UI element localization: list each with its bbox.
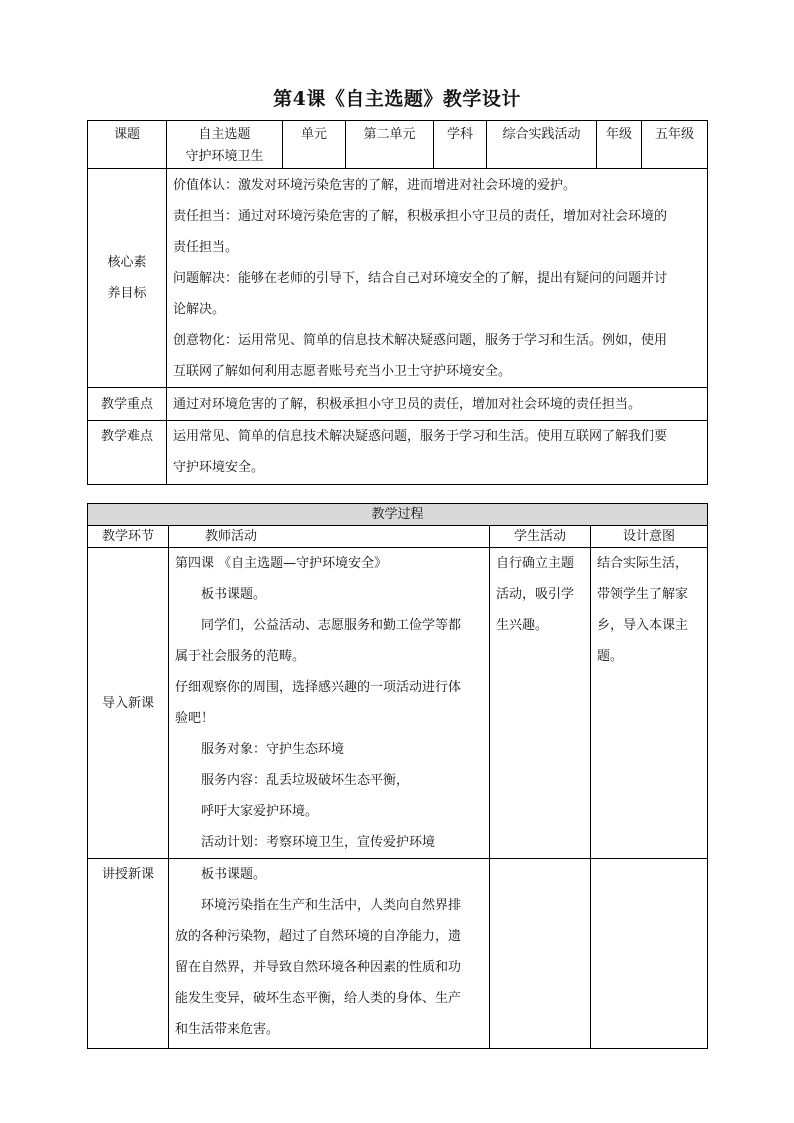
course-value-line2: 守护环境卫生 [185,149,264,164]
intent-line: 带领学生了解家 [597,587,689,602]
core-goal-line: 问题解决：能够在老师的引导下，结合自己对环境安全的了解，提出有疑问的问题并讨 [173,271,668,286]
teacher-line: 留在自然界，并导致自然环境各种因素的性质和功 [175,960,462,975]
col-teacher-header: 教师活动 [169,526,490,548]
teacher-line: 环境污染指在生产和生活中，人类向自然界排 [201,898,462,913]
student-activity [490,859,591,1049]
core-goals-label-line2: 养目标 [107,286,147,301]
process-header: 教学过程 [88,504,708,526]
key-point-label: 教学重点 [88,388,167,421]
core-goals-content [167,169,708,388]
core-goal-line: 论解决。 [173,302,226,317]
teacher-line: 属于社会服务的范畴。 [175,649,306,664]
student-line: 生兴趣。 [496,618,549,633]
student-activity [490,548,591,859]
core-goals-label [88,169,167,388]
core-goal-line: 互联网了解如何利用志愿者账号充当小卫士守护环境安全。 [173,364,512,379]
teacher-line: 服务内容：乱丢垃圾破坏生态平衡， [201,773,410,788]
lesson-info-table [87,120,708,485]
core-goal-line: 责任担当：通过对环境污染危害的了解，积极承担小守卫员的责任，增加对社会环境的 [173,209,668,224]
col-intent-header: 设计意图 [591,526,708,548]
core-goal-line: 创意物化：运用常见、简单的信息技术解决疑惑问题，服务于学习和生活。例如，使用 [173,333,668,348]
intent-line: 题。 [597,649,624,664]
difficulty-line: 运用常见、简单的信息技术解决疑惑问题，服务于学习和生活。使用互联网了解我们要 [173,429,668,444]
document-title: 第4课《自主选题》教学设计 [273,88,521,110]
teacher-line: 服务对象：守护生态环境 [201,742,345,757]
teacher-line: 和生活带来危害。 [175,1022,280,1037]
teacher-line: 验吧！ [175,711,215,726]
unit-label: 单元 [283,121,346,169]
student-line: 自行确立主题 [496,556,575,571]
stage-intro: 导入新课 [88,548,169,859]
subject-label: 学科 [434,121,487,169]
course-value-line1: 自主选题 [198,127,251,142]
student-line: 活动，吸引学 [496,587,575,602]
stage-lecture: 讲授新课 [88,859,169,1049]
core-goal-line: 责任担当。 [173,240,239,255]
teacher-activity [169,548,490,859]
teacher-line: 板书课题。 [201,867,267,882]
teacher-line: 放的各种污染物，超过了自然环境的自净能力，遗 [175,929,462,944]
teacher-line: 活动计划：考察环境卫生，宣传爱护环境 [201,835,436,850]
col-stage-header: 教学环节 [88,526,169,548]
teacher-line: 仔细观察你的周围，选择感兴趣的一项活动进行体 [175,680,462,695]
unit-value: 第二单元 [346,121,434,169]
teaching-process-table [87,503,708,1049]
core-goal-line: 价值体认：激发对环境污染危害的了解，进而增进对社会环境的爱护。 [173,178,577,193]
core-goals-label-line1: 核心素 [107,255,147,270]
teacher-line: 板书课题。 [201,587,267,602]
subject-value: 综合实践活动 [487,121,597,169]
process-row [88,859,708,1049]
teacher-line: 同学们，公益活动、志愿服务和勤工俭学等都 [201,618,462,633]
col-student-header: 学生活动 [490,526,591,548]
course-label: 课题 [88,121,167,169]
difficulty-text [167,421,708,485]
teacher-line: 第四课 《自主选题—守护环境安全》 [175,556,388,571]
teacher-activity [169,859,490,1049]
teacher-line: 呼吁大家爱护环境。 [201,804,319,819]
teacher-line: 能发生变异，破坏生态平衡，给人类的身体、生产 [175,991,462,1006]
design-intent [591,859,708,1049]
intent-line: 乡，导入本课主 [597,618,689,633]
process-row [88,548,708,859]
grade-label: 年级 [597,121,642,169]
design-intent [591,548,708,859]
key-point-text: 通过对环境危害的了解，积极承担小守卫员的责任，增加对社会环境的责任担当。 [167,388,708,421]
course-value [167,121,283,169]
grade-value: 五年级 [642,121,708,169]
difficulty-line: 守护环境安全。 [173,460,265,475]
difficulty-label: 教学难点 [88,421,167,485]
intent-line: 结合实际生活， [597,556,689,571]
